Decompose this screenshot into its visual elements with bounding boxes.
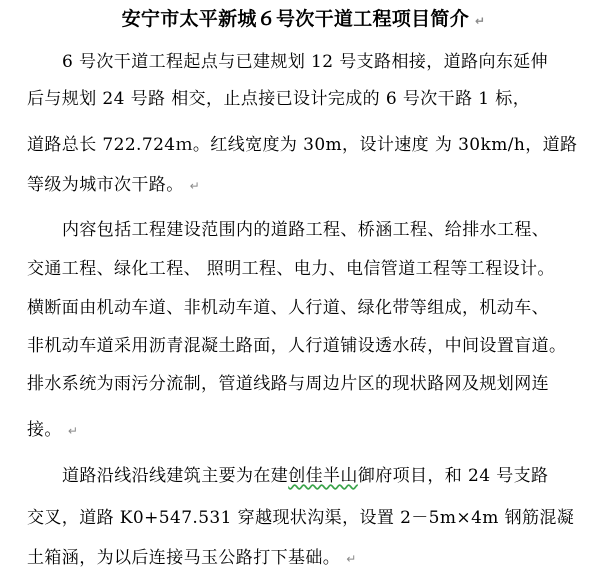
paragraph-3-line-1-end: 御府项目，和 24 号支路	[357, 466, 549, 486]
document-title-text: 安宁市太平新城６号次干道工程项目简介	[121, 8, 470, 30]
paragraph-2-line-1: 内容包括工程建设范围内的道路工程、桥涵工程、给排水工程、	[62, 220, 550, 240]
paragraph-3-line-1-start: 道路沿线沿线建筑主要为在建	[62, 466, 289, 486]
paragraph-2-line-5: 排水系统为雨污分流制，管道线路与周边片区的现状路网及规划网连	[27, 374, 549, 394]
paragraph-1-line-2: 后与规划 24 号路 相交，止点接已设计完成的 6 号次干路 1 标，	[27, 89, 531, 109]
paragraph-mark-icon: ↵	[189, 179, 201, 193]
paragraph-3-line-3	[27, 546, 357, 571]
paragraph-3-line-3-text: 土箱涵，为以后连接马玉公路打下基础。	[27, 548, 341, 568]
spellcheck-marked-text[interactable]: 创佳半山	[288, 466, 358, 486]
paragraph-mark-icon: ↵	[346, 552, 357, 566]
paragraph-3-line-1	[62, 464, 548, 488]
paragraph-mark-icon: ↵	[475, 14, 486, 28]
paragraph-1-line-1: 6 号次干道工程起点与已建规划 12 号支路相接，道路向东延伸	[62, 52, 549, 72]
paragraph-mark-icon: ↵	[67, 424, 79, 438]
document-title	[0, 6, 607, 34]
paragraph-2-line-6	[27, 418, 78, 443]
paragraph-2-line-3: 横断面由机动车道、非机动车道、人行道、绿化带等组成，机动车、	[27, 298, 549, 318]
paragraph-1-line-3: 道路总长 722.724ｍ。红线宽度为 30m，设计速度 为 30km/h，道路	[27, 135, 578, 155]
paragraph-2-line-4: 非机动车道采用沥青混凝土路面，人行道铺设透水砖，中间设置盲道。	[27, 336, 567, 356]
paragraph-1-line-4	[27, 173, 200, 198]
paragraph-1-line-4-text: 等级为城市次干路。	[27, 175, 184, 195]
paragraph-3-line-2: 交叉，道路 K0+547.531 穿越现状沟渠，设置 2－5m×4m 钢筋混凝	[27, 508, 575, 528]
paragraph-2-line-6-text: 接。	[27, 420, 62, 440]
paragraph-2-line-2: 交通工程、绿化工程、 照明工程、电力、电信管道工程等工程设计。	[27, 259, 555, 279]
